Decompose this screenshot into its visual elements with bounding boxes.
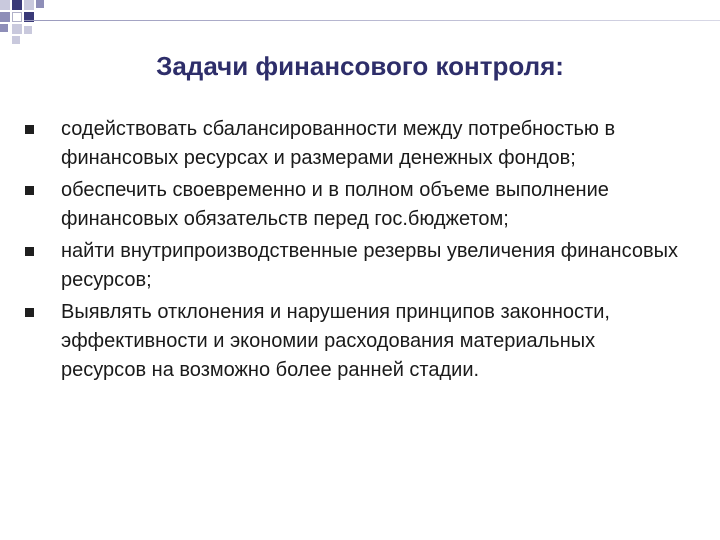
square-bullet-icon bbox=[25, 125, 34, 134]
list-item-text: найти внутрипроизводственные резервы увеличения финансовых ресурсов; bbox=[61, 240, 678, 291]
list-item bbox=[25, 176, 685, 234]
top-rule bbox=[24, 20, 720, 21]
list-item bbox=[25, 115, 685, 173]
square-bullet-icon bbox=[25, 308, 34, 317]
square-bullet-icon bbox=[25, 186, 34, 195]
decor-square bbox=[12, 36, 20, 44]
decor-square bbox=[24, 26, 32, 34]
list-item bbox=[25, 298, 685, 385]
slide-title: Задачи финансового контроля: bbox=[156, 51, 564, 81]
list-item-text: Выявлять отклонения и нарушения принципов законности, эффективности и экономии расходования материальных ресурсов на возможно более ранней стадии. bbox=[61, 301, 610, 381]
list-item-text: обеспечить своевременно и в полном объеме выполнение финансовых обязательств перед гос.бюджетом; bbox=[61, 179, 609, 230]
decor-square bbox=[0, 0, 10, 10]
list-item bbox=[25, 237, 685, 295]
task-list bbox=[25, 115, 685, 388]
decor-square bbox=[36, 0, 44, 8]
decor-square bbox=[12, 12, 22, 22]
decor-square bbox=[24, 0, 34, 10]
decor-square bbox=[0, 24, 8, 32]
decor-square bbox=[0, 12, 10, 22]
decor-square bbox=[12, 24, 22, 34]
decor-square bbox=[12, 0, 22, 10]
list-item-text: содействовать сбалансированности между потребностью в финансовых ресурсах и размерами денежных фондов; bbox=[61, 118, 616, 169]
square-bullet-icon bbox=[25, 247, 34, 256]
